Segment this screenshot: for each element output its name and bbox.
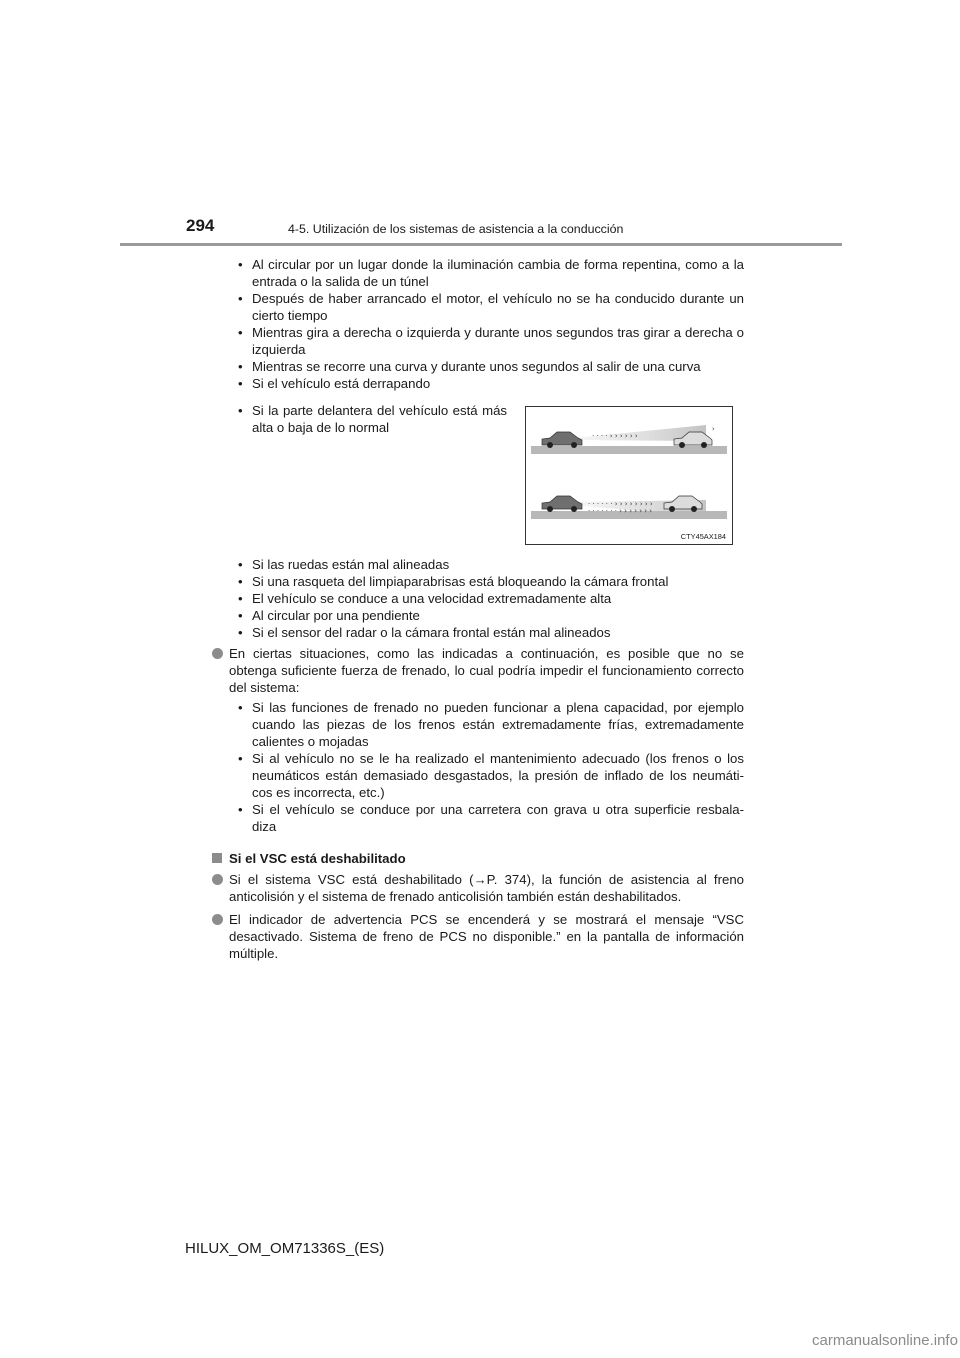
watermark: carmanualsonline.info: [812, 1332, 958, 1349]
list-item: • Si una rasqueta del limpiaparabrisas está bloqueando la cámara frontal: [237, 573, 744, 590]
list-item: • Mientras se recorre una curva y durante unos segundos al salir de una curva: [237, 358, 744, 375]
svg-text:· · · · › › › › › ›: · · · · › › › › › ›: [592, 432, 638, 440]
list-item: • Al circular por un lugar donde la iluminación cambia de forma repentina, como a la entrada o la salida de un túnel: [237, 256, 744, 290]
list-item: • Al circular por una pendiente: [237, 607, 744, 624]
bullet-circle-icon: [212, 874, 223, 885]
list-item: • El vehículo se conduce a una velocidad extremadamente alta: [237, 590, 744, 607]
figure-code: CTY45AX184: [680, 532, 726, 541]
own-car-icon: [542, 432, 582, 448]
paragraph-text: El indicador de advertencia PCS se encenderá y se mostrará el mensaje “VSC desactivado. Sistema de freno de PCS no disponible.” en la pantalla de información múltiple.: [229, 912, 744, 961]
braking-force-paragraph: [229, 645, 744, 696]
list-item: • Mientras gira a derecha o izquierda y durante unos segundos tras girar a derecha o izquierda: [237, 324, 744, 358]
bullet-circle-icon: [212, 648, 223, 659]
road: [531, 446, 727, 454]
paragraph-text: En ciertas situaciones, como las indicadas a continuación, es posible que no se obtenga suficiente fuerza de frenado, lo cual podría impedir el funcionamiento correcto del sistema:: [229, 646, 744, 695]
beam-arrows: [588, 500, 653, 515]
list-item: • Si el vehículo está derrapando: [237, 375, 744, 392]
list-item: • Si las ruedas están mal alineadas: [237, 556, 744, 573]
bullet-square-icon: [212, 853, 222, 863]
vsc-disabled-paragraph: [229, 871, 744, 905]
own-car-icon: [542, 496, 582, 512]
svg-text:›: ›: [712, 425, 715, 433]
header-rule: [120, 243, 842, 246]
list-item: • Si el vehículo se conduce por una carretera con grava u otra superficie resbala- diza: [237, 801, 744, 835]
page-number: 294: [186, 216, 215, 235]
pcs-warning-paragraph: [229, 911, 744, 962]
bullet-list-more-conditions: [237, 556, 744, 641]
list-item: • Si al vehículo no se le ha realizado el mantenimiento adecuado (los frenos o los neumáticos están demasiado desgastados, la presión de inflado de los neumáti- cos es incorrecta, etc.): [237, 750, 744, 801]
bullet-list-braking: [237, 699, 744, 835]
footer-doc-id: HILUX_OM_OM71336S_(ES): [185, 1240, 385, 1257]
vsc-disabled-heading: [229, 850, 406, 867]
svg-text:· · · · · · · › › › › › › ›: · · · · · · · › › › › › › ›: [588, 507, 653, 515]
paragraph-text: Si el sistema VSC está deshabilitado (→P. 374), la función de asistencia al freno anticolisión y el sistema de frenado anticolisión también están deshabilitados.: [229, 872, 744, 904]
heading-text: Si el VSC está deshabilitado: [229, 851, 406, 866]
bullet-list-vehicle-pitch: [237, 402, 507, 436]
section-title: 4-5. Utilización de los sistemas de asistencia a la conducción: [288, 222, 624, 236]
radar-beam-diagram: [526, 407, 732, 544]
vehicle-pitch-illustration: [525, 406, 733, 545]
list-item: • Después de haber arrancado el motor, el vehículo no se ha conducido durante un cierto tiempo: [237, 290, 744, 324]
bullet-list-conditions: [237, 256, 744, 392]
list-item: • Si el sensor del radar o la cámara frontal están mal alineados: [237, 624, 744, 641]
svg-text:· · · · · · › › › › › › › ›: · · · · · · › › › › › › › ›: [588, 500, 653, 508]
bullet-circle-icon: [212, 914, 223, 925]
list-item: • Si la parte delantera del vehículo está más alta o baja de lo normal: [237, 402, 507, 436]
list-item: • Si las funciones de frenado no pueden funcionar a plena capacidad, por ejemplo cuando las piezas de los frenos están extremadamente frías, extremadamente calientes o mojadas: [237, 699, 744, 750]
